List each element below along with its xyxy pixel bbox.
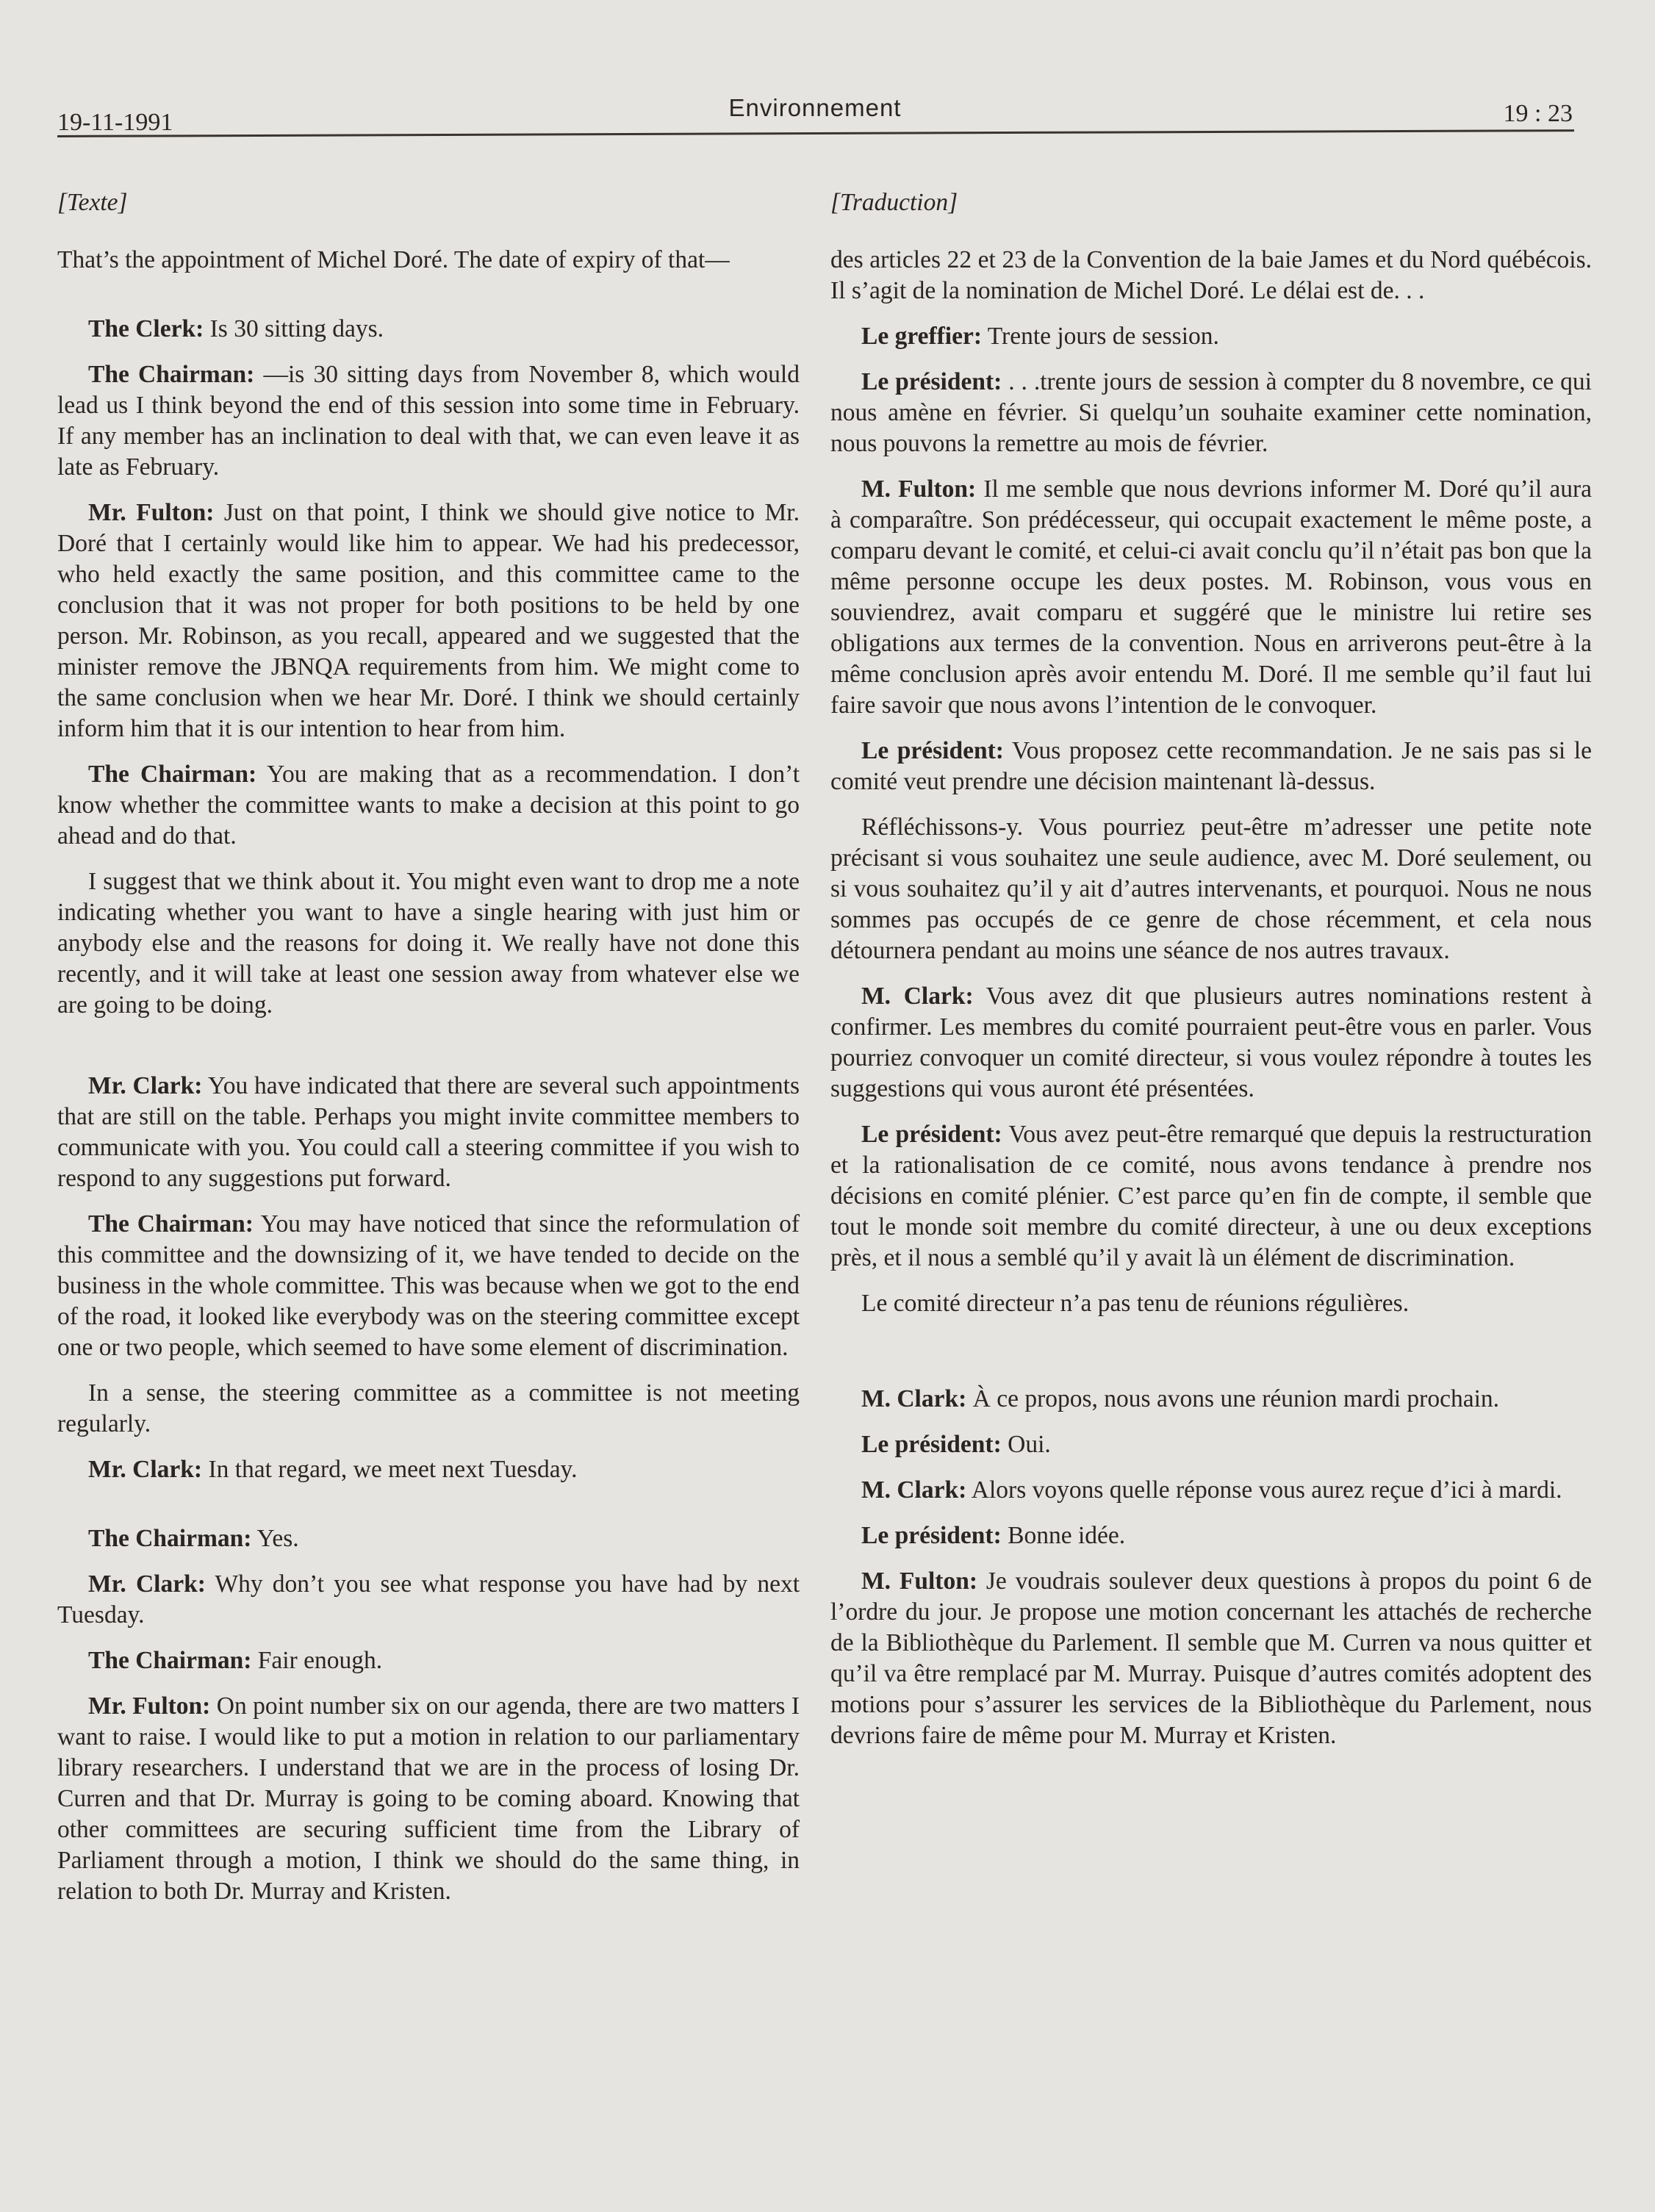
french-column: [830, 187, 1592, 1751]
english-column: [57, 187, 800, 1907]
paragraph: [830, 245, 1592, 306]
paragraph: [830, 1566, 1592, 1751]
paragraph-text: In a sense, the steering committee as a committee is not meeting regularly.: [57, 1379, 800, 1437]
paragraph-text: Fair enough.: [251, 1647, 383, 1674]
paragraph-text: In that regard, we meet next Tuesday.: [202, 1456, 578, 1483]
speaker-label: Le président:: [861, 368, 1002, 395]
paragraph-text: Il me semble que nous devrions informer M. Doré qu’il aura à comparaître. Son prédécesseur, qui occupait exactement le même poste, a comparu devant le comité, et celui-ci avait conclu qu’il n’était pas bon que la même personne occupe les deux postes. M. Robinson, vous vous en souviendrez, avait comparu et suggéré que le ministre lui retire ses obligations aux termes de la convention. Nous en arriverons peut-être à la même conclusion après avoir entendu M. Doré. Il me semble qu’il faut lui faire savoir que nous avons l’intention de le convoquer.: [830, 475, 1592, 719]
speaker-label: Mr. Fulton:: [88, 499, 215, 526]
speaker-label: The Chairman:: [88, 1647, 252, 1674]
header-date: 19-11-1991: [57, 109, 173, 136]
paragraph-text: Why don’t you see what response you have had by next Tuesday.: [57, 1570, 800, 1629]
paragraph-text: —is 30 sitting days from November 8, which would lead us I think beyond the end of this session into some time in February. If any member has an inclination to deal with that, we can even leave it as late as February.: [57, 361, 800, 481]
speaker-label: The Chairman:: [88, 1210, 254, 1238]
paragraph: [57, 1209, 800, 1363]
paragraph-text: À ce propos, nous avons une réunion mardi prochain.: [966, 1385, 1500, 1412]
speaker-label: M. Fulton:: [861, 475, 977, 503]
speaker-label: Mr. Clark:: [88, 1456, 203, 1483]
paragraph-text: Is 30 sitting days.: [204, 315, 384, 342]
paragraph: [57, 1378, 800, 1440]
paragraph: [57, 1645, 800, 1676]
paragraph-text: Le comité directeur n’a pas tenu de réunions régulières.: [861, 1290, 1410, 1317]
paragraph: [830, 812, 1592, 966]
paragraph-text: On point number six on our agenda, there are two matters I want to raise. I would like to put a motion in relation to our parliamentary library researchers. I understand that we are in the process of losing Dr. Curren and that Dr. Murray is going to be coming aboard. Knowing that other committees are securing sufficient time from the Library of Parliament through a motion, I think we should do the same thing, in relation to both Dr. Murray and Kristen.: [57, 1692, 800, 1905]
paragraph-text: Just on that point, I think we should give notice to Mr. Doré that I certainly would like him to appear. We had his predecessor, who held exactly the same position, and this committee came to the conclusion that it was not proper for both positions to be held by one person. Mr. Robinson, as you recall, appeared and we suggested that the minister remove the JBNQA requirements from him. We might come to the same conclusion when we hear Mr. Doré. I think we should certainly inform him that it is our intention to hear from him.: [57, 499, 800, 742]
paragraph: [57, 1454, 800, 1485]
speaker-label: The Clerk:: [88, 315, 204, 342]
paragraph: [57, 359, 800, 483]
speaker-label: Mr. Clark:: [88, 1072, 203, 1099]
header-title: Environnement: [728, 94, 902, 121]
speaker-label: Le greffier:: [861, 323, 982, 350]
speaker-label: Mr. Clark:: [88, 1570, 206, 1598]
paragraph: [57, 866, 800, 1021]
paragraph-text: des articles 22 et 23 de la Convention de la baie James et du Nord québécois. Il s’agit de la nomination de Michel Doré. Le délai est de. . .: [830, 246, 1592, 304]
paragraph: [830, 321, 1592, 352]
paragraph-text: Réfléchissons-y. Vous pourriez peut-être m’adresser une petite note précisant si vous souhaitez une seule audience, avec M. Doré seulement, ou si vous souhaitez qu’il y ait d’autres intervenants, et pourquoi. Nous ne nous sommes pas occupés de ce genre de chose récemment, et cela nous détournera pendant au moins une séance de nos autres travaux.: [830, 814, 1592, 964]
speaker-label: The Chairman:: [88, 1525, 252, 1552]
paragraph-text: You have indicated that there are several such appointments that are still on the table. Perhaps you might invite committee members to communicate with you. You could call a steering committee if you wish to respond to any suggestions put forward.: [57, 1072, 800, 1192]
paragraph: [57, 1569, 800, 1631]
speaker-label: M. Clark:: [861, 1476, 967, 1504]
translation-tag: [Traduction]: [830, 189, 958, 216]
speaker-label: Le président:: [861, 1431, 1002, 1458]
paragraph-text: You may have noticed that since the reformulation of this committee and the downsizing of it, we have tended to decide on the business in the whole committee. This was because when we got to the end of the road, it looked like everybody was on the steering committee except one or two people, which seemed to have some element of discrimination.: [57, 1210, 800, 1361]
paragraph-text: Oui.: [1001, 1431, 1051, 1458]
paragraph-text: That’s the appointment of Michel Doré. The date of expiry of that—: [57, 246, 730, 273]
paragraph: [57, 245, 800, 276]
paragraph-text: . . .trente jours de session à compter du 8 novembre, ce qui nous amène en février. Si quelqu’un souhaite examiner cette nomination, nous pouvons la remettre au mois de février.: [830, 368, 1592, 457]
speaker-label: Le président:: [861, 1522, 1002, 1549]
paragraph: [57, 1691, 800, 1907]
speaker-label: Mr. Fulton:: [88, 1692, 211, 1720]
paragraph-text: Vous avez dit que plusieurs autres nominations restent à confirmer. Les membres du comité pourraient peut-être vous en parler. Vous pourriez convoquer un comité directeur, si vous voulez répondre à toutes les suggestions qui vous auront été présentées.: [830, 983, 1592, 1102]
speaker-label: The Chairman:: [88, 761, 257, 788]
paragraph: [57, 1071, 800, 1194]
paragraph: [830, 367, 1592, 459]
paragraph-text: Trente jours de session.: [981, 323, 1219, 350]
text-tag: [Texte]: [57, 189, 128, 216]
paragraph: [830, 474, 1592, 721]
paragraph: [830, 981, 1592, 1105]
paragraph: [57, 1523, 800, 1554]
header-page-number: 19 : 23: [1503, 100, 1573, 127]
paragraph-text: Vous avez peut-être remarqué que depuis la restructuration et la rationalisation de ce comité, nous avons tendance à prendre nos décisions en comité plénier. C’est parce qu’en fin de compte, il semble que tout le monde soit membre du comité directeur, à une ou deux exceptions près, et il nous a semblé qu’il y avait là un élément de discrimination.: [830, 1121, 1592, 1271]
paragraph-text: Alors voyons quelle réponse vous aurez reçue d’ici à mardi.: [966, 1476, 1562, 1504]
speaker-label: M. Clark:: [861, 1385, 967, 1412]
speaker-label: M. Clark:: [861, 983, 974, 1010]
paragraph-text: Je voudrais soulever deux questions à propos du point 6 de l’ordre du jour. Je propose une motion concernant les attachés de recherche de la Bibliothèque du Parlement. Il semble que M. Curren va nous quitter et qu’il va être remplacé par M. Murray. Puisque d’autres comités adoptent des motions pour s’assurer les services de la Bibliothèque du Parlement, nous devrions faire de même pour M. Murray et Kristen.: [830, 1568, 1593, 1749]
paragraph: [830, 736, 1592, 797]
paragraph-text: Vous proposez cette recommandation. Je ne sais pas si le comité veut prendre une décision maintenant là-dessus.: [830, 737, 1592, 795]
paragraph: [830, 1384, 1592, 1415]
speaker-label: The Chairman:: [88, 361, 255, 388]
paragraph-text: Bonne idée.: [1001, 1522, 1126, 1549]
paragraph: [830, 1475, 1592, 1506]
speaker-label: M. Fulton:: [861, 1568, 977, 1595]
paragraph: [830, 1119, 1592, 1274]
speaker-label: Le président:: [861, 737, 1004, 764]
paragraph: [830, 1520, 1592, 1551]
paragraph: [830, 1429, 1592, 1460]
paragraph-text: Yes.: [251, 1525, 299, 1552]
paragraph: [57, 498, 800, 744]
paragraph-text: I suggest that we think about it. You might even want to drop me a note indicating whether you want to have a single hearing with just him or anybody else and the reasons for doing it. We really have not done this recently, and it will take at least one session away from whatever else we are going to be doing.: [57, 868, 800, 1019]
paragraph-text: You are making that as a recommendation. I don’t know whether the committee wants to make a decision at this point to go ahead and do that.: [57, 761, 800, 850]
speaker-label: Le président:: [861, 1121, 1002, 1148]
paragraph: [830, 1288, 1592, 1319]
paragraph: [57, 314, 800, 345]
paragraph: [57, 759, 800, 852]
